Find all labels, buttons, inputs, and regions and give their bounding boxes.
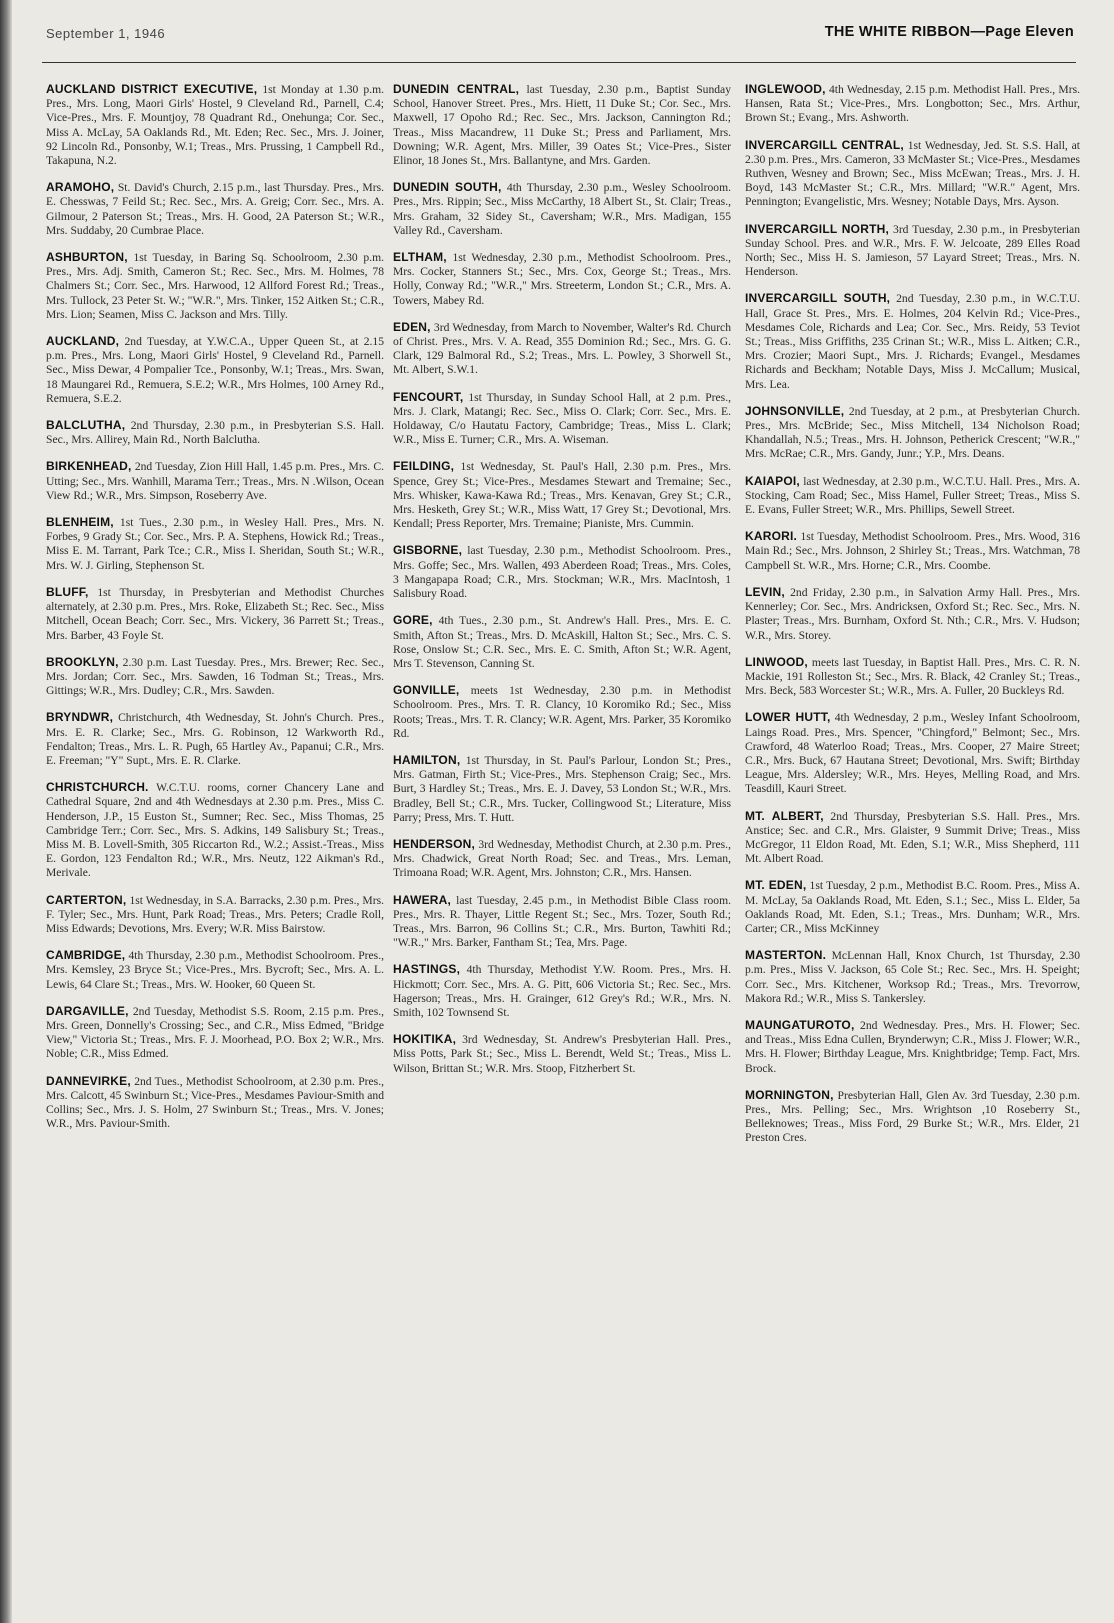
branch-entry bbox=[46, 710, 384, 768]
branch-details: 1st Tuesday, 2 p.m., Methodist B.C. Room. Pres., Miss A. M. McLay, 5a Oaklands Road, Mt. Eden, S.1.; Sec., Miss L. Elder, 5a Oaklands Road, Mt. Eden, S.1.; Treas., Mrs. Dunham; W.R., Mrs. Carter; CR., Miss McKinney bbox=[745, 879, 1080, 935]
branch-entry bbox=[46, 1004, 384, 1062]
branch-name: BRYNDWR, bbox=[46, 710, 114, 725]
branch-details: meets 1st Wednesday, 2.30 p.m. in Methodist Schoolroom. Pres., Mrs. T. R. Clancy, 10 Koromiko Rd.; Sec., Miss Roots; Treas., Mrs. T. R. Clancy; W.R. Agent, Mrs. Parker, 35 Koromiko Rd. bbox=[393, 684, 731, 740]
branch-details: 1st Tues., 2.30 p.m., in Wesley Hall. Pres., Mrs. N. Forbes, 9 Grady St.; Cor. Sec., Mrs. P. A. Stephens, Howick Rd.; Treas., Miss E. M. Tarrant, Park Tce.; C.R., Miss I. Sheridan, South St.; W.R., Mrs. W. J. Girling, Stephenson St. bbox=[46, 516, 384, 572]
branch-name: LEVIN, bbox=[745, 584, 785, 599]
page-spine-shadow bbox=[0, 0, 12, 1623]
branch-details: Christchurch, 4th Wednesday, St. John's Church. Pres., Mrs. E. R. Clarke; Sec., Mrs. G. Robinson, 12 Warkworth Rd., Fendalton; Treas., Mrs. L. R. Pugh, 65 Hartley Av., Papanui; C.R., Mrs. E. Freeman; "Y" Supt., Mrs. E. R. Clarke. bbox=[46, 711, 384, 767]
branch-details: 2.30 p.m. Last Tuesday. Pres., Mrs. Brewer; Rec. Sec., Mrs. Jordan; Corr. Sec., Mrs. Sawden, 16 Todman St.; Treas., Mrs. Gittings; W.R., Mrs. Dudley; C.R., Mrs. Sawden. bbox=[46, 655, 384, 698]
branch-details: 2nd Tuesday, at 2 p.m., at Presbyterian Church. Pres., Mrs. McBride; Sec., Miss Mitchell, 134 Nicholson Road; Khandallah, N.5.; Treas., Mrs. H. Johnson, Petherick Crescent; "W.R.," Mrs. McRae; C.R., Mrs. Gandy, Junr.; Y.P., Mrs. Deans. bbox=[745, 404, 1080, 461]
branch-details: last Tuesday, 2.45 p.m., in Methodist Bible Class room. Pres., Mrs. R. Thayer, Little Regent St.; Sec., Mrs. Tozer, South Rd.; Treas., Mrs. Barron, 96 Collins St.; C.R., Mrs. Burton, Tawhiti Rd.; "W.R.," Mrs. Barker, Fantham St.; Tea, Mrs. Page. bbox=[393, 893, 731, 950]
branch-entry bbox=[46, 82, 384, 168]
branch-entry bbox=[46, 780, 384, 880]
branch-entry bbox=[393, 82, 731, 168]
page-header bbox=[46, 20, 1074, 50]
branch-entry bbox=[46, 180, 384, 238]
branch-details: 2nd Thursday, Presbyterian S.S. Hall. Pres., Mrs. Anstice; Sec. and C.R., Mrs. Glaister, 9 Summit Drive; Treas., Miss McGregor, 11 Eldon Road, Mt. Eden, S.1; W.R., Miss Shepherd, 111 Mt. Albert Road. bbox=[745, 809, 1080, 866]
branch-entry bbox=[393, 1032, 731, 1076]
column-left bbox=[46, 82, 384, 1612]
header-rule bbox=[42, 62, 1076, 63]
branch-entry bbox=[745, 529, 1080, 573]
branch-entry bbox=[46, 1074, 384, 1132]
branch-entry bbox=[393, 893, 731, 951]
branch-details: 3rd Wednesday, from March to November, Walter's Rd. Church of Christ. Pres., Mrs. V. A. Read, 355 Dominion Rd.; Sec., Mrs. G. G. Clark, 129 Balmoral Rd., S.2; Treas., Mrs. L. Powley, 3 Shorwell St., Mt. Albert, S.W.1. bbox=[393, 320, 731, 377]
branch-name: FEILDING, bbox=[393, 459, 455, 474]
branch-details: 2nd Tues., Methodist Schoolroom, at 2.30 p.m. Pres., Mrs. Calcott, 45 Swinburn St.; Vice-Pres., Mesdames Paviour-Smith and Collins; Sec., Mrs. J. S. Holm, 27 Swinburn St.; Treas., Mrs. V. Jones; W.R., Mrs. Paviour-Smith. bbox=[46, 1074, 384, 1131]
branch-details: 4th Thursday, 2.30 p.m., Wesley Schoolroom. Pres., Mrs. Rippin; Sec., Miss McCarthy, 18 Albert St., St. Clair; Treas., Mrs. Graham, 32 Sidey St., Caversham; W.R., Mrs. Madigan, 155 Valley Rd., Caversham. bbox=[393, 181, 731, 237]
publication-title: THE WHITE RIBBON—Page Eleven bbox=[824, 24, 1074, 40]
branch-name: BROOKLYN, bbox=[46, 654, 119, 669]
branch-details: 1st Thursday, in Sunday School Hall, at 2 p.m. Pres., Mrs. J. Clark, Matangi; Rec. Sec., Miss O. Clark; Corr. Sec., Mrs. E. Holdaway, C/o Hautatu Factory, Cambridge; Treas., Miss L. Clark; W.R., Miss E. Turner; C.R., Mrs. A. Wiseman. bbox=[393, 390, 731, 447]
branch-entry bbox=[745, 809, 1080, 867]
branch-entry bbox=[46, 893, 384, 937]
branch-details: 2nd Tuesday, at Y.W.C.A., Upper Queen St., at 2.15 p.m. Pres., Mrs. Long, Maori Girls' Hostel, 9 Cleveland Rd., Parnell. Sec., Miss Dewar, 4 Pompalier Tce., Ponsonby, W.1; Treas., Mrs. Swan, 18 Maungarei Rd., Remuera, S.E.2; W.R., Mrs Holmes, 100 Arney Rd., Remuera, S.E.2. bbox=[46, 335, 384, 405]
branch-name: BLENHEIM, bbox=[46, 515, 114, 530]
branch-details: 2nd Tuesday, Methodist S.S. Room, 2.15 p.m. Pres., Mrs. Green, Donnelly's Crossing; Sec., and C.R., Miss Edmed, "Bridge View," Victoria St.; Treas., Mrs. F. J. Moorhead, P.O. Box 2; W.R., Mrs. Noble; C.R., Miss Edmed. bbox=[46, 1004, 384, 1061]
branch-entry bbox=[393, 390, 731, 448]
branch-details: 1st Wednesday, in S.A. Barracks, 2.30 p.m. Pres., Mrs. F. Tyler; Sec., Mrs. Hunt, Park Road; Treas., Mrs. Peters; Cradle Roll, Miss Edwards; Devotions, Mrs. Every; W.R. Miss Bairstow. bbox=[46, 893, 384, 935]
branch-entry bbox=[46, 515, 384, 573]
branch-details: last Tuesday, 2.30 p.m., Methodist Schoolroom. Pres., Mrs. Goffe; Sec., Mrs. Wallen, 493 Aberdeen Road; Treas., Mrs. Coles, 3 Mangapapa Road; C.R., Mrs. Stockman; W.R., Mrs. MacIntosh, 1 Salisbury Road. bbox=[393, 544, 731, 601]
branch-name: AUCKLAND, bbox=[46, 334, 120, 349]
branch-entry bbox=[46, 948, 384, 992]
branch-entry bbox=[393, 320, 731, 378]
branch-name: INVERCARGILL SOUTH, bbox=[745, 291, 891, 306]
branch-details: last Tuesday, 2.30 p.m., Baptist Sunday School, Hanover Street. Pres., Mrs. Hiett, 11 Duke St.; Cor. Sec., Mrs. Maxwell, 17 Opoho Rd.; Rec. Sec., Mrs. Jackson, Cannington Rd.; Treas., Miss Macandrew, 11 Duke St.; Press and Parliament, Mrs. Downing; W.R. Agent, Mrs. Miller, 39 Oates St.; Vice-Pres., Sister Elinor, 18 Jones St., Mrs. Ballantyne, and Mrs. Garden. bbox=[393, 83, 731, 168]
branch-entry bbox=[745, 1088, 1080, 1146]
branch-entry bbox=[46, 655, 384, 699]
branch-entry bbox=[393, 753, 731, 825]
branch-name: HOKITIKA, bbox=[393, 1032, 457, 1047]
branch-details: 1st Monday at 1.30 p.m. Pres., Mrs. Long, Maori Girls' Hostel, 9 Cleveland Rd., Parnell, C.4; Vice-Pres., Mrs. F. Mountjoy, 78 Quadrant Rd., Onehunga; Cor. Sec., Miss A. McLay, 5A Oaklands Rd., Mt. Eden; Rec. Sec., Mrs. J. Joiner, 92 Lincoln Rd., Ponsonby, W.1; Treas., Mrs. Prussing, 1 Campbell Rd., Takapuna, N.2. bbox=[46, 83, 384, 168]
branch-name: FENCOURT, bbox=[393, 389, 464, 404]
branch-name: HAWERA, bbox=[393, 892, 452, 907]
branch-name: LOWER HUTT, bbox=[745, 710, 831, 725]
branch-name: GORE, bbox=[393, 613, 433, 628]
branch-name: DUNEDIN CENTRAL, bbox=[393, 82, 520, 96]
branch-entry bbox=[46, 250, 384, 322]
branch-entry bbox=[393, 180, 731, 238]
branch-entry bbox=[393, 459, 731, 531]
branch-name: ASHBURTON, bbox=[46, 250, 128, 265]
branch-details: 3rd Wednesday, St. Andrew's Presbyterian Hall. Pres., Miss Potts, Park St.; Sec., Miss L. Berendt, Weld St.; Treas., Miss L. Wilson, Brittan St.; W.R. Mrs. Stoop, Fitzherbert St. bbox=[393, 1033, 731, 1075]
branch-entry bbox=[393, 962, 731, 1020]
branch-details: 1st Tuesday, in Baring Sq. Schoolroom, 2.30 p.m. Pres., Mrs. Adj. Smith, Cameron St.; Rec. Sec., Mrs. M. Holmes, 78 Chalmers St.; Corr. Sec., Mrs. Harwood, 12 Allford Forest Rd.; Treas., Mrs. Tullock, 23 Peter St. W.; "W.R.", Mrs. Tinker, 152 Aitken St.; C.R., Mrs. Lion; Seamen, Miss C. Jackson and Mrs. Tilly. bbox=[46, 251, 384, 321]
branch-details: 1st Wednesday, 2.30 p.m., Methodist Schoolroom. Pres., Mrs. Cocker, Stanners St.; Sec., Mrs. Cox, George St.; Treas., Mrs. Holly, Conway Rd.; "W.R.," Mrs. Streeterm, London St.; C.R., Mrs. A. Towers, Mabey Rd. bbox=[393, 251, 731, 307]
branch-name: CAMBRIDGE, bbox=[46, 948, 126, 963]
branch-name: DARGAVILLE, bbox=[46, 1003, 129, 1018]
branch-name: INGLEWOOD, bbox=[745, 82, 826, 96]
branch-name: KAIAPOI, bbox=[745, 473, 800, 488]
branch-name: HENDERSON, bbox=[393, 836, 476, 851]
branch-entry bbox=[745, 222, 1080, 280]
branch-name: CHRISTCHURCH. bbox=[46, 780, 149, 795]
branch-details: McLennan Hall, Knox Church, 1st Thursday, 2.30 p.m. Pres., Miss V. Jackson, 65 Cole St.; Rec. Sec., Mrs. H. Speight; Corr. Sec., Mrs. Kitchener, Worksop Rd.; Treas., Mrs. Trevorrow, Makora Rd.; W.R., Miss S. Tankersley. bbox=[745, 949, 1080, 1005]
branch-entry bbox=[745, 710, 1080, 796]
branch-entry bbox=[745, 1018, 1080, 1076]
branch-details: 1st Thursday, in Presbyterian and Methodist Churches alternately, at 2.30 p.m. Pres., Mrs. Roke, Elizabeth St.; Rec. Sec., Miss Mitchell, Ocean Beach; Corr. Sec., Mrs. Vickery, 36 Parrett St.; Treas., Mrs. Barber, 43 Foyle St. bbox=[46, 585, 384, 642]
branch-details: 2nd Tuesday, 2.30 p.m., in W.C.T.U. Hall, Grace St. Pres., Mrs. E. Holmes, 204 Kelvin Rd.; Vice-Pres., Mesdames Cole, Richards and Lea; Cor. Sec., Mrs. Reidy, 53 Teviot St.; Treas., Miss Griffiths, 235 Crinan St.; W.R., Miss L. Aitken; C.R., Mrs. Crozier; Maori Supt., Mrs. J. Richards; Evangel., Mesdames Richards and Beckham; Notable Days, Miss J. McCallum; Musical, Mrs. Lea. bbox=[745, 292, 1080, 391]
branch-details: W.C.T.U. rooms, corner Chancery Lane and Cathedral Square, 2nd and 4th Wednesdays at 2.30 p.m. Pres., Miss C. Henderson, J.P., 15 Euston St., Sumner; Rec. Sec., Miss Thomas, 25 Cambridge Terr.; Corr. Sec., Mrs. S. Adkins, 149 Salisbury St.; Treas., Miss M. B. Lovell-Smith, 305 Riccarton Rd., W.2.; Assist.-Treas., Miss E. Gordon, 123 Fendalton Rd.; W.R., Mrs. Neutz, 122 Aikman's Rd., Merivale. bbox=[46, 781, 384, 880]
branch-details: Presbyterian Hall, Glen Av. 3rd Tuesday, 2.30 p.m. Pres., Mrs. Pelling; Sec., Mrs. Wrightson ,10 Roseberry St., Belleknowes; Treas., Miss Ford, 29 Burke St.; W.R., Mrs. Elder, 21 Preston Cres. bbox=[745, 1088, 1080, 1145]
branch-name: CARTERTON, bbox=[46, 892, 127, 907]
branch-details: 3rd Tuesday, 2.30 p.m., in Presbyterian Sunday School. Pres. and W.R., Mrs. F. W. Jelcoate, 289 Elles Road North; Sec., Miss H. S. Jamieson, 57 Layard Street; Treas., Mrs. N. Henderson. bbox=[745, 222, 1080, 279]
branch-name: KARORI. bbox=[745, 529, 798, 544]
branch-entry bbox=[745, 138, 1080, 210]
branch-entry bbox=[745, 404, 1080, 462]
branch-entry bbox=[745, 948, 1080, 1006]
branch-entry bbox=[745, 291, 1080, 391]
branch-name: DANNEVIRKE, bbox=[46, 1073, 131, 1088]
issue-date: September 1, 1946 bbox=[46, 26, 166, 41]
branch-details: 1st Thursday, in St. Paul's Parlour, London St.; Pres., Mrs. Gatman, Firth St.; Vice-Pres., Mrs. Stephenson Craig; Sec., Mrs. Burt, 3 Hardley St.; Treas., Mrs. E. J. Davey, 53 London St.; W.R., Mrs. Bradley, Bell St.; C.R., Mrs. Tucker, Collingwood St.; Literature, Miss Parry; Press, Mrs. T. Hutt. bbox=[393, 753, 731, 824]
branch-entry bbox=[745, 82, 1080, 126]
branch-entry bbox=[393, 543, 731, 601]
branch-name: LINWOOD, bbox=[745, 654, 808, 669]
branch-details: St. David's Church, 2.15 p.m., last Thursday. Pres., Mrs. E. Chesswas, 7 Feild St.; Rec. Sec., Mrs. A. Greig; Corr. Sec., Mrs. A. Gilmour, 2 Paterson St.; Treas., Mrs. H. Good, 2A Paterson St.; W.R., Mrs. Suddaby, 20 Cumbrae Place. bbox=[46, 181, 384, 237]
branch-name: MASTERTON. bbox=[745, 948, 827, 963]
branch-details: 2nd Thursday, 2.30 p.m., in Presbyterian S.S. Hall. Sec., Mrs. Allirey, Main Rd., North Balclutha. bbox=[46, 419, 384, 447]
branch-entry bbox=[46, 459, 384, 503]
branch-name: BLUFF, bbox=[46, 584, 89, 599]
branch-name: GISBORNE, bbox=[393, 543, 463, 558]
branch-name: INVERCARGILL CENTRAL, bbox=[745, 137, 904, 152]
branch-name: INVERCARGILL NORTH, bbox=[745, 221, 890, 236]
branch-details: 4th Wednesday, 2 p.m., Wesley Infant Schoolroom, Laings Road. Pres., Mrs. Spencer, "Chingford," Belmont; Sec., Mrs. Crawford, 48 Waterloo Road; Treas., Mrs. Cooper, 27 Maire Street; C.R., Mrs. Buck, 67 Hautana Street; Devotional, Mrs. Swift; Birthday League, Mrs. Aldersley; W.R., Mrs. Heyes, Melling Road, and Mrs. Teasdill, Kauri Street. bbox=[745, 711, 1080, 796]
branch-details: meets last Tuesday, in Baptist Hall. Pres., Mrs. C. R. N. Mackie, 191 Rolleston St.; Sec., Mrs. R. Black, 42 Cranley St.; Treas., Mrs. Beck, 583 Worcester St.; W.R., Mrs. A. Fuller, 20 Buckleys Rd. bbox=[745, 655, 1080, 698]
branch-details: 1st Tuesday, Methodist Schoolroom. Pres., Mrs. Wood, 316 Main Rd.; Sec., Mrs. Johnson, 2 Shirley St.; Treas., Mrs. Watchman, 78 Campbell St. W.R., Mrs. Horne; C.R., Mrs. Coombe. bbox=[745, 530, 1080, 572]
branch-name: GONVILLE, bbox=[393, 683, 460, 698]
branch-name: BIRKENHEAD, bbox=[46, 459, 132, 474]
branch-name: ARAMOHO, bbox=[46, 180, 115, 195]
branch-entry bbox=[393, 683, 731, 741]
branch-name: HAMILTON, bbox=[393, 752, 461, 767]
branch-entry bbox=[46, 418, 384, 447]
branch-name: EDEN, bbox=[393, 319, 431, 334]
branch-details: 4th Wednesday, 2.15 p.m. Methodist Hall. Pres., Mrs. Hansen, Rata St.; Vice-Pres., Mrs. Longbotton; Sec., Mrs. Arthur, Brown St.; Evang., Mrs. Ashworth. bbox=[745, 83, 1080, 125]
branch-name: HASTINGS, bbox=[393, 962, 461, 977]
branch-details: 3rd Wednesday, Methodist Church, at 2.30 p.m. Pres., Mrs. Chadwick, Great North Road; Sec. and Treas., Mrs. Leman, Trimoana Road; W.R. Agent, Mrs. Johnston; C.R., Mrs. Hansen. bbox=[393, 837, 731, 880]
branch-details: 4th Thursday, Methodist Y.W. Room. Pres., Mrs. H. Hickmott; Corr. Sec., Mrs. A. G. Pitt, 606 Victoria St.; Rec. Sec., Mrs. Hagerson; Treas., Mrs. H. Grainger, 612 Grey's Rd.; W.R., Mrs. N. Smith, 102 Townsend St. bbox=[393, 963, 731, 1019]
branch-name: DUNEDIN SOUTH, bbox=[393, 180, 502, 195]
branch-name: JOHNSONVILLE, bbox=[745, 403, 845, 418]
branch-entry bbox=[745, 878, 1080, 936]
branch-entry bbox=[745, 474, 1080, 518]
branch-name: AUCKLAND DISTRICT EXECUTIVE, bbox=[46, 82, 258, 96]
branch-entry bbox=[393, 613, 731, 671]
column-right bbox=[745, 82, 1080, 1612]
branch-name: ELTHAM, bbox=[393, 250, 447, 265]
branch-entry bbox=[393, 250, 731, 308]
branch-name: MAUNGATUROTO, bbox=[745, 1017, 855, 1032]
column-middle bbox=[393, 82, 731, 1612]
branch-details: 2nd Friday, 2.30 p.m., in Salvation Army Hall. Pres., Mrs. Kennerley; Cor. Sec., Mrs. Andricksen, Oxford St.; Rec. Sec., Mrs. N. Plaster; Treas., Mrs. Burnham, Oxford St. Nth.; C.R., Mrs. V. Hudson; W.R., Mrs. Storey. bbox=[745, 585, 1080, 642]
branch-details: 4th Tues., 2.30 p.m., St. Andrew's Hall. Pres., Mrs. E. C. Smith, Afton St.; Treas., Mrs. D. McAskill, Halton St.; Sec., Mrs. C. S. Rose, Onslow St.; C.R. Sec., Mrs. E. C. Smith, Afton St.; W.R. Agent, Mrs T. Stevenson, Canning St. bbox=[393, 614, 731, 670]
branch-name: MT. EDEN, bbox=[745, 878, 807, 893]
branch-entry bbox=[745, 655, 1080, 699]
branch-details: 2nd Tuesday, Zion Hill Hall, 1.45 p.m. Pres., Mrs. C. Utting; Sec., Mrs. Wanhill, Marama Terr.; Treas., Mrs. N .Wilson, Ocean View Rd.; W.R., Mrs. Simpson, Roseberry Ave. bbox=[46, 460, 384, 502]
branch-details: 1st Wednesday, St. Paul's Hall, 2.30 p.m. Pres., Mrs. Spence, Grey St.; Vice-Pres., Mesdames Stewart and Tremaine; Sec., Mrs. Whisker, Kawa-Kawa Rd.; Treas., Mrs. Kenavan, Grey St.; C.R., Mrs. Hesketh, Grey St.; W.R., Miss Watt, 17 Grey St.; Devotional, Mrs. Kendall; Press Reporter, Mrs. Tremaine; Pianiste, Mrs. Cummin. bbox=[393, 460, 731, 531]
branch-details: last Wednesday, at 2.30 p.m., W.C.T.U. Hall. Pres., Mrs. A. Stocking, Cam Road; Sec., Miss Hamel, Fuller Street; Treas., Miss S. E. Evans, Fuller Street; W.R., Mrs. Phillips, Sewell Street. bbox=[745, 474, 1080, 517]
branch-name: BALCLUTHA, bbox=[46, 418, 126, 433]
branch-details: 2nd Wednesday. Pres., Mrs. H. Flower; Sec. and Treas., Miss Edna Cullen, Brynderwyn; C.R., Miss J. Flower; W.R., Mrs. H. Flower; Birthday League, Mrs. Knightbridge; Temp. Fact, Mrs. Brock. bbox=[745, 1018, 1080, 1075]
branch-details: 1st Wednesday, Jed. St. S.S. Hall, at 2.30 p.m. Pres., Mrs. Cameron, 33 McMaster St.; Vice-Pres., Mesdames Ruthven, Wesney and Brown; Sec., Miss McEwan; Treas., Mrs. J. H. Boyd, 143 McMaster St.; C.R., Mrs. Millard; "W.R." Agent, Mrs. Pennington; Evangelistic, Mrs. Wesney; Notable Days, Mrs. Ayson. bbox=[745, 138, 1080, 209]
branch-details: 4th Thursday, 2.30 p.m., Methodist Schoolroom. Pres., Mrs. Kemsley, 23 Bryce St.; Vice-Pres., Mrs. Bycroft; Sec., Mrs. A. L. Lewis, 64 Clare St.; Treas., Mrs. W. Hooker, 60 Queen St. bbox=[46, 949, 384, 991]
branch-entry bbox=[46, 334, 384, 406]
branch-entry bbox=[745, 585, 1080, 643]
branch-entry bbox=[46, 585, 384, 643]
branch-entry bbox=[393, 837, 731, 881]
branch-name: MT. ALBERT, bbox=[745, 808, 824, 823]
branch-name: MORNINGTON, bbox=[745, 1087, 834, 1102]
